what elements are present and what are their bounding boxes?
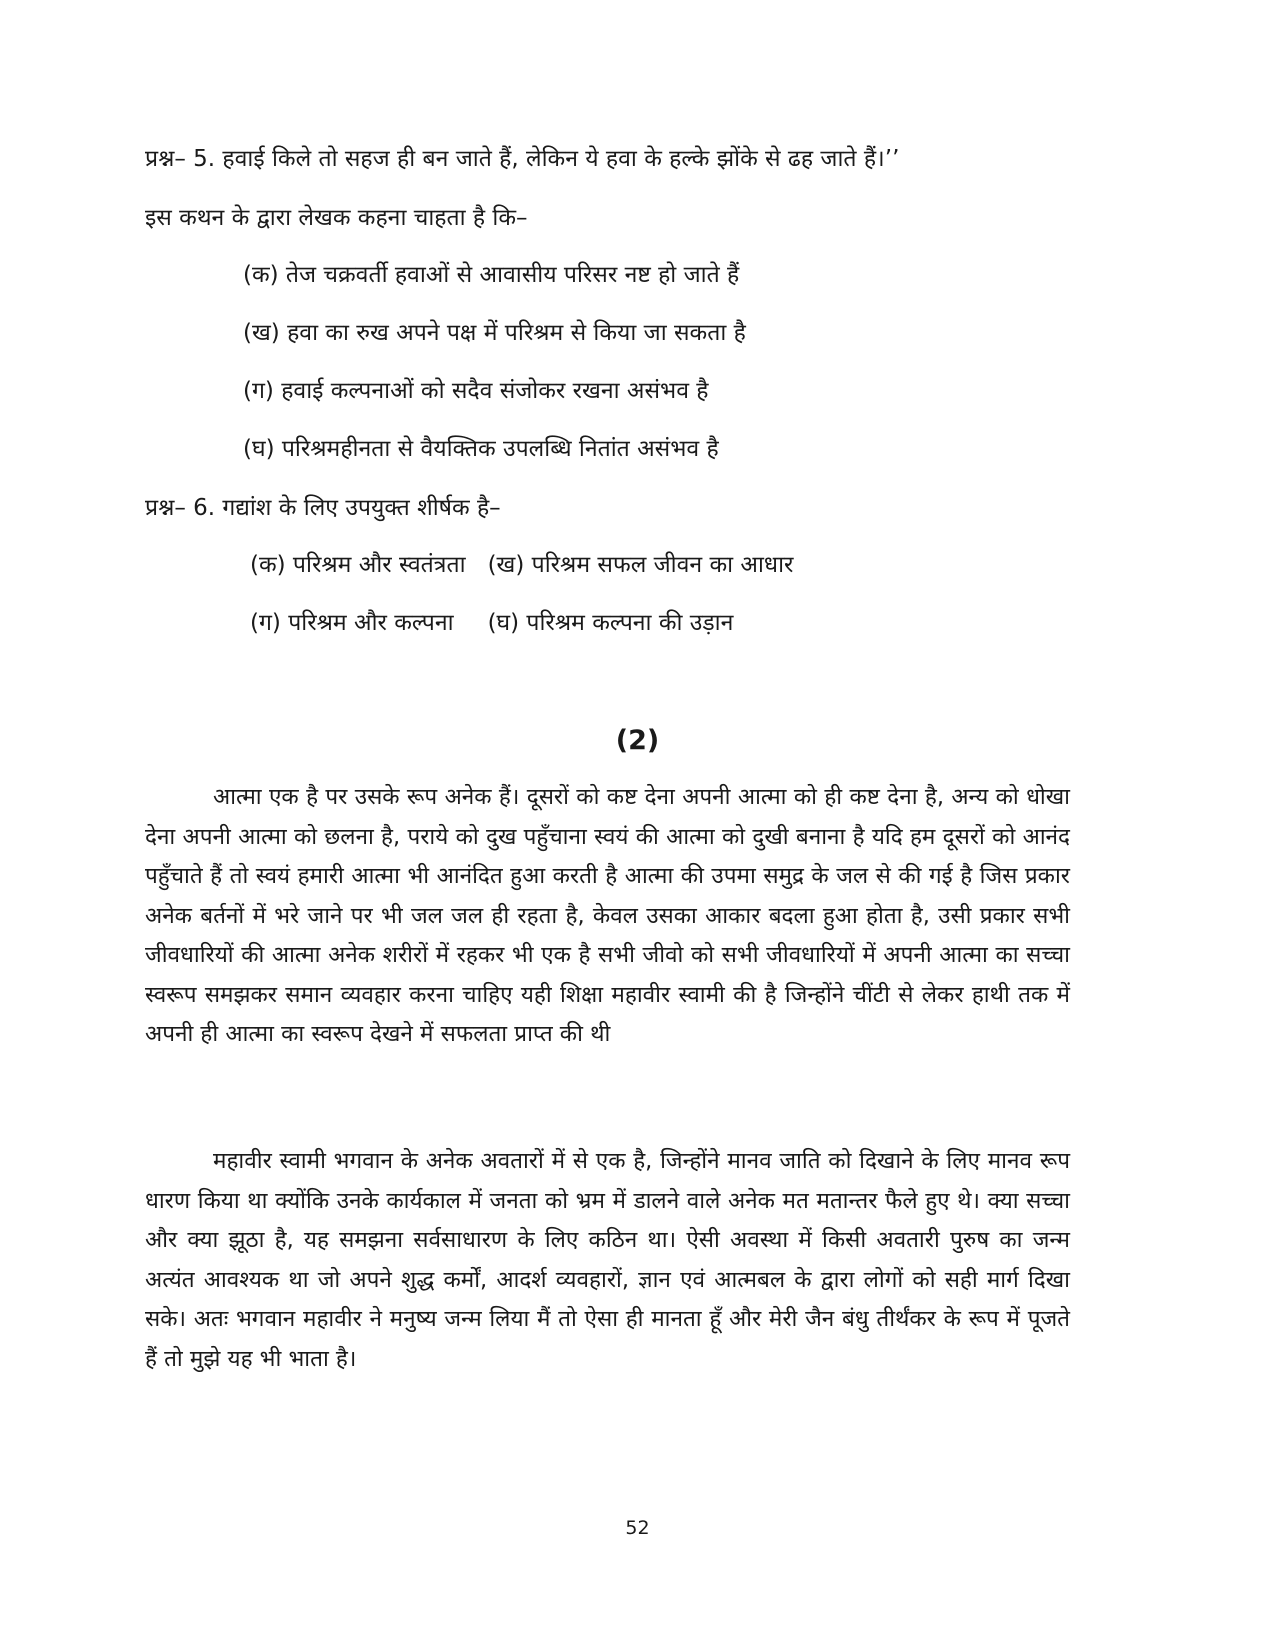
question-6-options-row-2	[250, 608, 733, 638]
page-number: 52	[625, 1517, 650, 1539]
question-5-line-2: इस कथन के द्वारा लेखक कहना चाहता है कि–	[145, 205, 528, 231]
question-6-option-ka: (क) परिश्रम और स्वतंत्रता	[250, 552, 466, 578]
question-5-option-ka: (क) तेज चक्रवर्ती हवाओं से आवासीय परिसर नष्ट हो जाते हैं	[243, 262, 740, 288]
question-5-option-gha: (घ) परिश्रमहीनता से वैयक्तिक उपलब्धि नितांत असंभव है	[243, 436, 719, 462]
question-6-options-row-1	[250, 550, 793, 580]
question-6-option-kha: (ख) परिश्रम सफल जीवन का आधार	[487, 552, 794, 578]
passage-paragraph-2: महावीर स्वामी भगवान के अनेक अवतारों में से एक है, जिन्होंने मानव जाति को दिखाने के लिए मानव रूप धारण किया था क्योंकि उनके कार्यकाल में जनता को भ्रम में डालने वाले अनेक मत मतान्तर फैले हुए थे। क्या सच्चा और क्या झूठा है, यह समझना सर्वसाधारण के लिए कठिन था। ऐसी अवस्था में किसी अवतारी पुरुष का जन्म अत्यंत आवश्यक था जो अपने शुद्ध कर्मों, आदर्श व्यवहारों, ज्ञान एवं आत्मबल के द्वारा लोगों को सही मार्ग दिखा सके। अतः भगवान महावीर ने मनुष्य जन्म लिया मैं तो ऐसा ही मानता हूँ और मेरी जैन बंधु तीर्थंकर के रूप में पूजते हैं तो मुझे यह भी भाता है।	[145, 1148, 1070, 1372]
section-number: (2)	[615, 725, 660, 756]
question-6-option-gha: (घ) परिश्रम कल्पना की उड़ान	[487, 610, 734, 636]
question-6-line-1: प्रश्न– 6. गद्यांश के लिए उपयुक्त शीर्षक है–	[145, 495, 501, 521]
question-6-option-ga: (ग) परिश्रम और कल्पना	[250, 610, 454, 636]
passage-paragraph-1: आत्मा एक है पर उसके रूप अनेक हैं। दूसरों को कष्ट देना अपनी आत्मा को ही कष्ट देना है, अन्य को धोखा देना अपनी आत्मा को छलना है, पराये को दुख पहुँचाना स्वयं की आत्मा को दुखी बनाना है यदि हम दूसरों को आनंद पहुँचाते हैं तो स्वयं हमारी आत्मा भी आनंदित हुआ करती है आत्मा की उपमा समुद्र के जल से की गई है जिस प्रकार अनेक बर्तनों में भरे जाने पर भी जल जल ही रहता है, केवल उसका आकार बदला हुआ होता है, उसी प्रकार सभी जीवधारियों की आत्मा अनेक शरीरों में रहकर भी एक है सभी जीवो को सभी जीवधारियों में अपनी आत्मा का सच्चा स्वरूप समझकर समान व्यवहार करना चाहिए यही शिक्षा महावीर स्वामी की है जिन्होंने चींटी से लेकर हाथी तक में अपनी ही आत्मा का स्वरूप देखने में सफलता प्राप्त की थी	[145, 784, 1070, 1047]
question-5-option-ga: (ग) हवाई कल्पनाओं को सदैव संजोकर रखना असंभव है	[243, 378, 709, 404]
question-5-line-1: प्रश्न– 5. हवाई किले तो सहज ही बन जाते हैं, लेकिन ये हवा के हल्के झोंके से ढह जाते हैं।’’	[145, 146, 900, 172]
question-5-option-kha: (ख) हवा का रुख अपने पक्ष में परिश्रम से किया जा सकता है	[243, 320, 746, 346]
